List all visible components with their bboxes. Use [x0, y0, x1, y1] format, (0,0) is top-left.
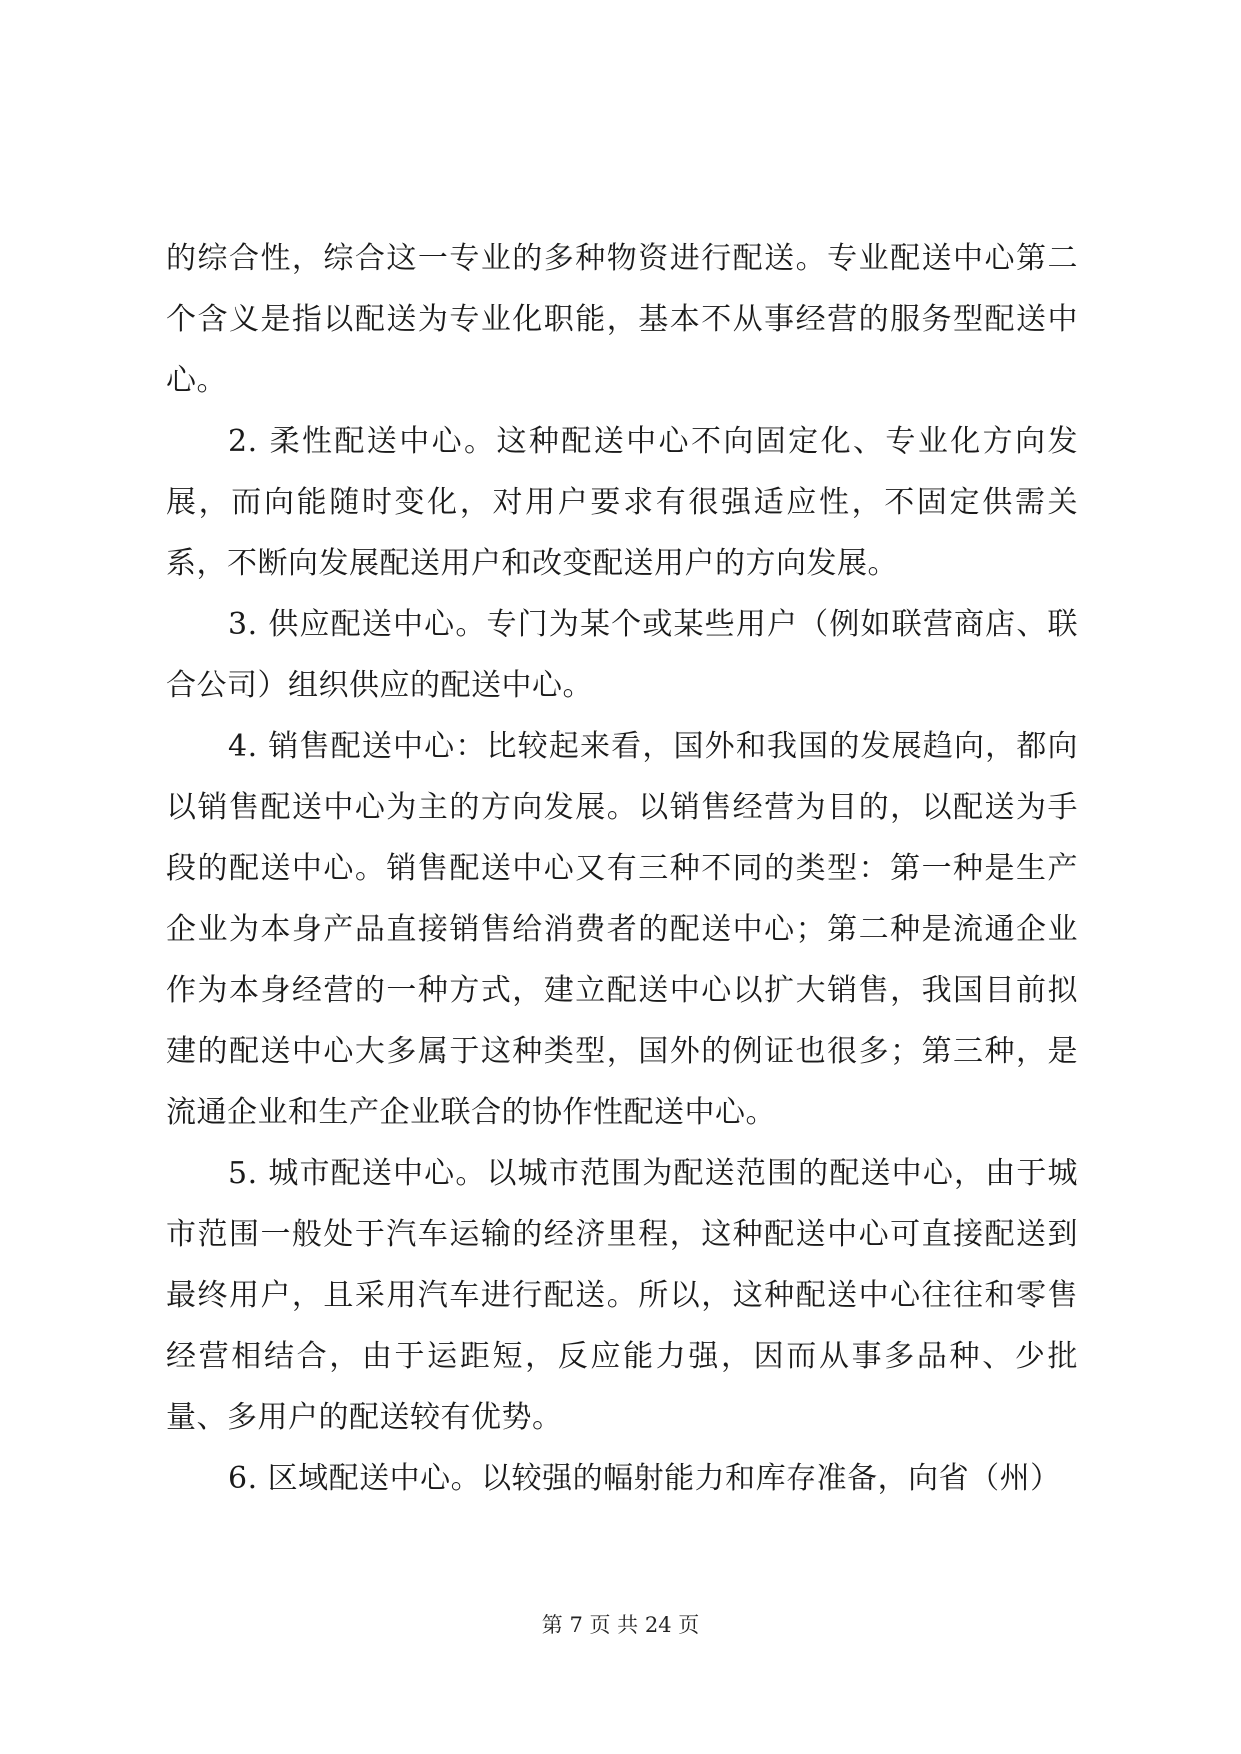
paragraph-regional-distribution-center: 6. 区域配送中心。以较强的幅射能力和库存准备，向省（州） [228, 1461, 1061, 1496]
paragraph-supply-distribution-center: 3. 供应配送中心。专门为某个或某些用户（例如联营商店、联合公司）组织供应的配送中心。 [166, 607, 1078, 703]
paragraph-city-distribution-center: 5. 城市配送中心。以城市范围为配送范围的配送中心，由于城市范围一般处于汽车运输的经济里程，这种配送中心可直接配送到最终用户，且采用汽车进行配送。所以，这种配送中心往往和零售经营相结合，由于运距短，反应能力强，因而从事多品种、少批量、多用户的配送较有优势。 [166, 1156, 1078, 1435]
paragraph-continuation: 的综合性，综合这一专业的多种物资进行配送。专业配送中心第二个含义是指以配送为专业化职能，基本不从事经营的服务型配送中心。 [166, 241, 1078, 398]
document-body [166, 228, 1078, 1509]
paragraph-flexible-distribution-center: 2. 柔性配送中心。这种配送中心不向固定化、专业化方向发展，而向能随时变化，对用户要求有很强适应性，不固定供需关系，不断向发展配送用户和改变配送用户的方向发展。 [166, 424, 1078, 581]
page-number-footer: 第 7 页 共 24 页 [541, 1613, 700, 1637]
paragraph-sales-distribution-center: 4. 销售配送中心：比较起来看，国外和我国的发展趋向，都向以销售配送中心为主的方向发展。以销售经营为目的，以配送为手段的配送中心。销售配送中心又有三种不同的类型：第一种是生产企业为本身产品直接销售给消费者的配送中心；第二种是流通企业作为本身经营的一种方式，建立配送中心以扩大销售，我国目前拟建的配送中心大多属于这种类型，国外的例证也很多；第三种，是流通企业和生产企业联合的协作性配送中心。 [166, 729, 1078, 1130]
